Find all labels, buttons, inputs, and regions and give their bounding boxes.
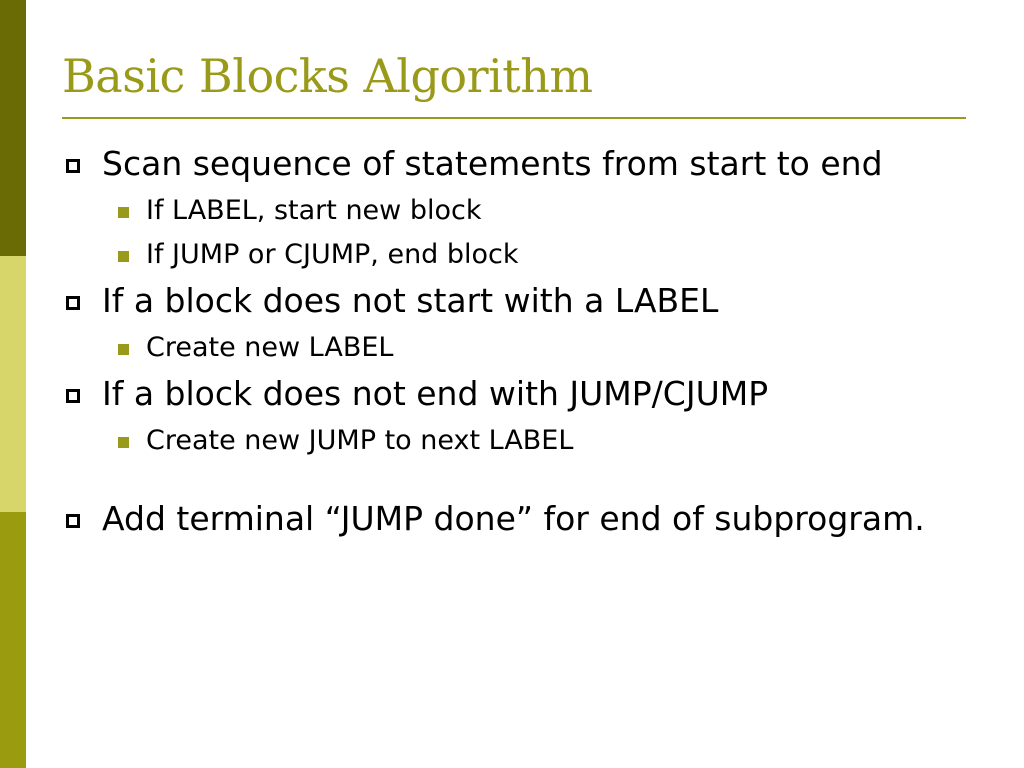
hollow-square-bullet-icon	[66, 159, 80, 173]
hollow-square-bullet-icon	[66, 389, 80, 403]
filled-square-bullet-icon	[118, 251, 129, 262]
bullet-item	[62, 279, 972, 322]
sub-bullet-text: Create new LABEL	[146, 332, 394, 363]
bullet-text: If a block does not end with JUMP/CJUMP	[102, 374, 769, 413]
sub-bullet-text: If LABEL, start new block	[146, 195, 482, 226]
sub-bullet-text: If JUMP or CJUMP, end block	[146, 239, 519, 270]
sub-bullet-item	[62, 330, 972, 366]
sub-bullet-item	[62, 423, 972, 459]
decor-stripe-bottom	[0, 512, 26, 768]
slide-title: Basic Blocks Algorithm	[62, 49, 593, 103]
bullet-text: Scan sequence of statements from start to end	[102, 144, 883, 183]
bullet-text: If a block does not start with a LABEL	[102, 281, 719, 320]
decor-stripe-top	[0, 0, 26, 256]
decor-stripe-middle	[0, 256, 26, 512]
hollow-square-bullet-icon	[66, 514, 80, 528]
hollow-square-bullet-icon	[66, 296, 80, 310]
bullet-text: Add terminal “JUMP done” for end of subprogram.	[102, 499, 925, 538]
bullet-list	[62, 136, 972, 540]
filled-square-bullet-icon	[118, 344, 129, 355]
filled-square-bullet-icon	[118, 437, 129, 448]
title-underline	[62, 117, 966, 119]
filled-square-bullet-icon	[118, 207, 129, 218]
bullet-item	[62, 497, 972, 540]
sub-bullet-item	[62, 237, 972, 273]
bullet-item	[62, 142, 972, 185]
sub-bullet-item	[62, 193, 972, 229]
sub-bullet-text: Create new JUMP to next LABEL	[146, 425, 574, 456]
bullet-item	[62, 372, 972, 415]
